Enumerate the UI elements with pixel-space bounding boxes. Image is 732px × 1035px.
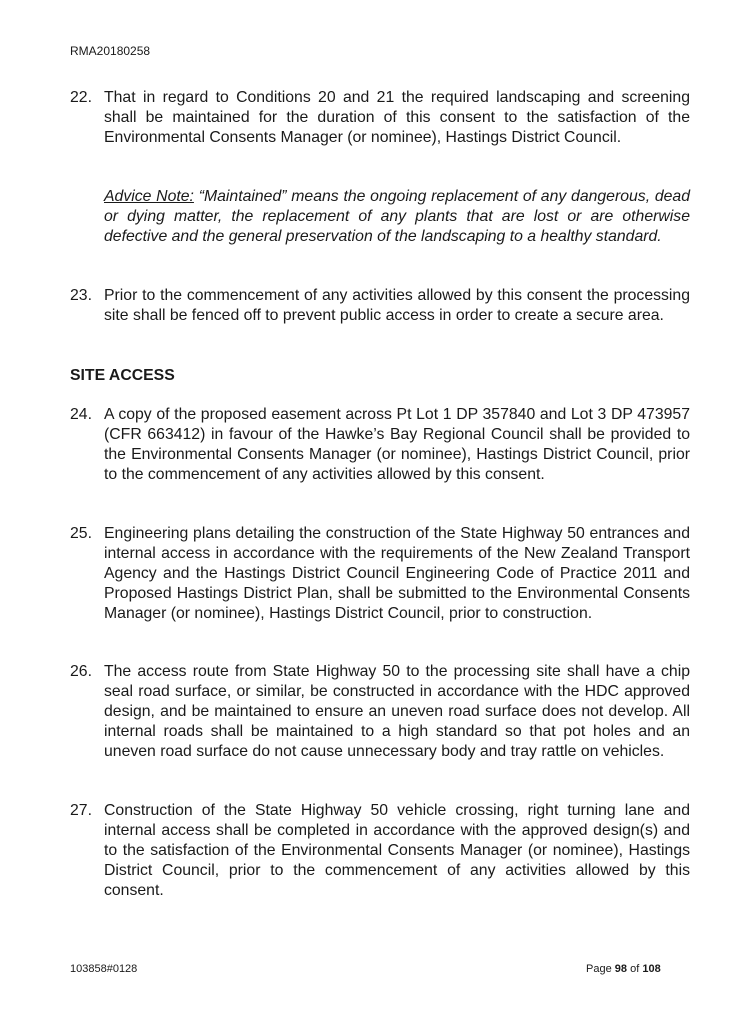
condition-text: That in regard to Conditions 20 and 21 the required landscaping and screening shall be maintained for the duration of this consent to the satisfaction of the Environmental Consents Manager (or nominee), Hastings District Council. — [104, 89, 690, 146]
page-word: Page — [586, 963, 612, 975]
condition-number: 22. — [70, 89, 92, 106]
page-of: of — [630, 963, 640, 975]
advice-note-text: “Maintained” means the ongoing replacement of any dangerous, dead or dying matter, the replacement of any plants that are lost or are otherwise defective and the general preservation of the landscaping to a healthy standard. — [104, 188, 690, 245]
condition-number: 26. — [70, 663, 92, 680]
condition-number: 24. — [70, 406, 92, 423]
page-number — [586, 963, 661, 976]
condition-item — [70, 405, 690, 485]
condition-item — [70, 662, 690, 762]
condition-text: The access route from State Highway 50 to the processing site shall have a chip seal road surface, or similar, be constructed in accordance with the HDC approved design, and be maintained to ensure an uneven road surface does not develop. All internal roads shall be maintained to a high standard so that pot holes and an uneven road surface do not cause unnecessary body and tray rattle on vehicles. — [104, 663, 690, 760]
page-total: 108 — [642, 963, 661, 975]
condition-number: 23. — [70, 287, 92, 304]
condition-item — [70, 801, 690, 901]
condition-item — [70, 88, 690, 148]
condition-item — [70, 524, 690, 624]
document-reference: RMA20180258 — [70, 44, 151, 58]
section-heading: SITE ACCESS — [70, 367, 175, 384]
footer-document-id: 103858#0128 — [70, 963, 138, 975]
page-current: 98 — [614, 963, 628, 975]
condition-text: Engineering plans detailing the construction of the State Highway 50 entrances and internal access in accordance with the requirements of the New Zealand Transport Agency and the Hastings District Council Engineering Code of Practice 2011 and Proposed Hastings District Plan, shall be submitted to the Environmental Consents Manager (or nominee), Hastings District Council, prior to construction. — [104, 525, 690, 622]
condition-text: Prior to the commencement of any activities allowed by this consent the processing site shall be fenced off to prevent public access in order to create a secure area. — [104, 287, 690, 324]
condition-item — [70, 286, 690, 326]
condition-text: Construction of the State Highway 50 vehicle crossing, right turning lane and internal access shall be completed in accordance with the approved design(s) and to the satisfaction of the Environmental Consents Manager (or nominee), Hastings District Council, prior to the commencement of any activities allowed by this consent. — [104, 802, 690, 899]
condition-text: A copy of the proposed easement across Pt Lot 1 DP 357840 and Lot 3 DP 473957 (CFR 663412) in favour of the Hawke’s Bay Regional Council shall be provided to the Environmental Consents Manager (or nominee), Hastings District Council, prior to the commencement of any activities allowed by this consent. — [104, 406, 690, 483]
advice-note — [104, 187, 690, 247]
condition-number: 25. — [70, 525, 92, 542]
condition-number: 27. — [70, 802, 92, 819]
advice-note-label: Advice Note: — [104, 188, 194, 205]
